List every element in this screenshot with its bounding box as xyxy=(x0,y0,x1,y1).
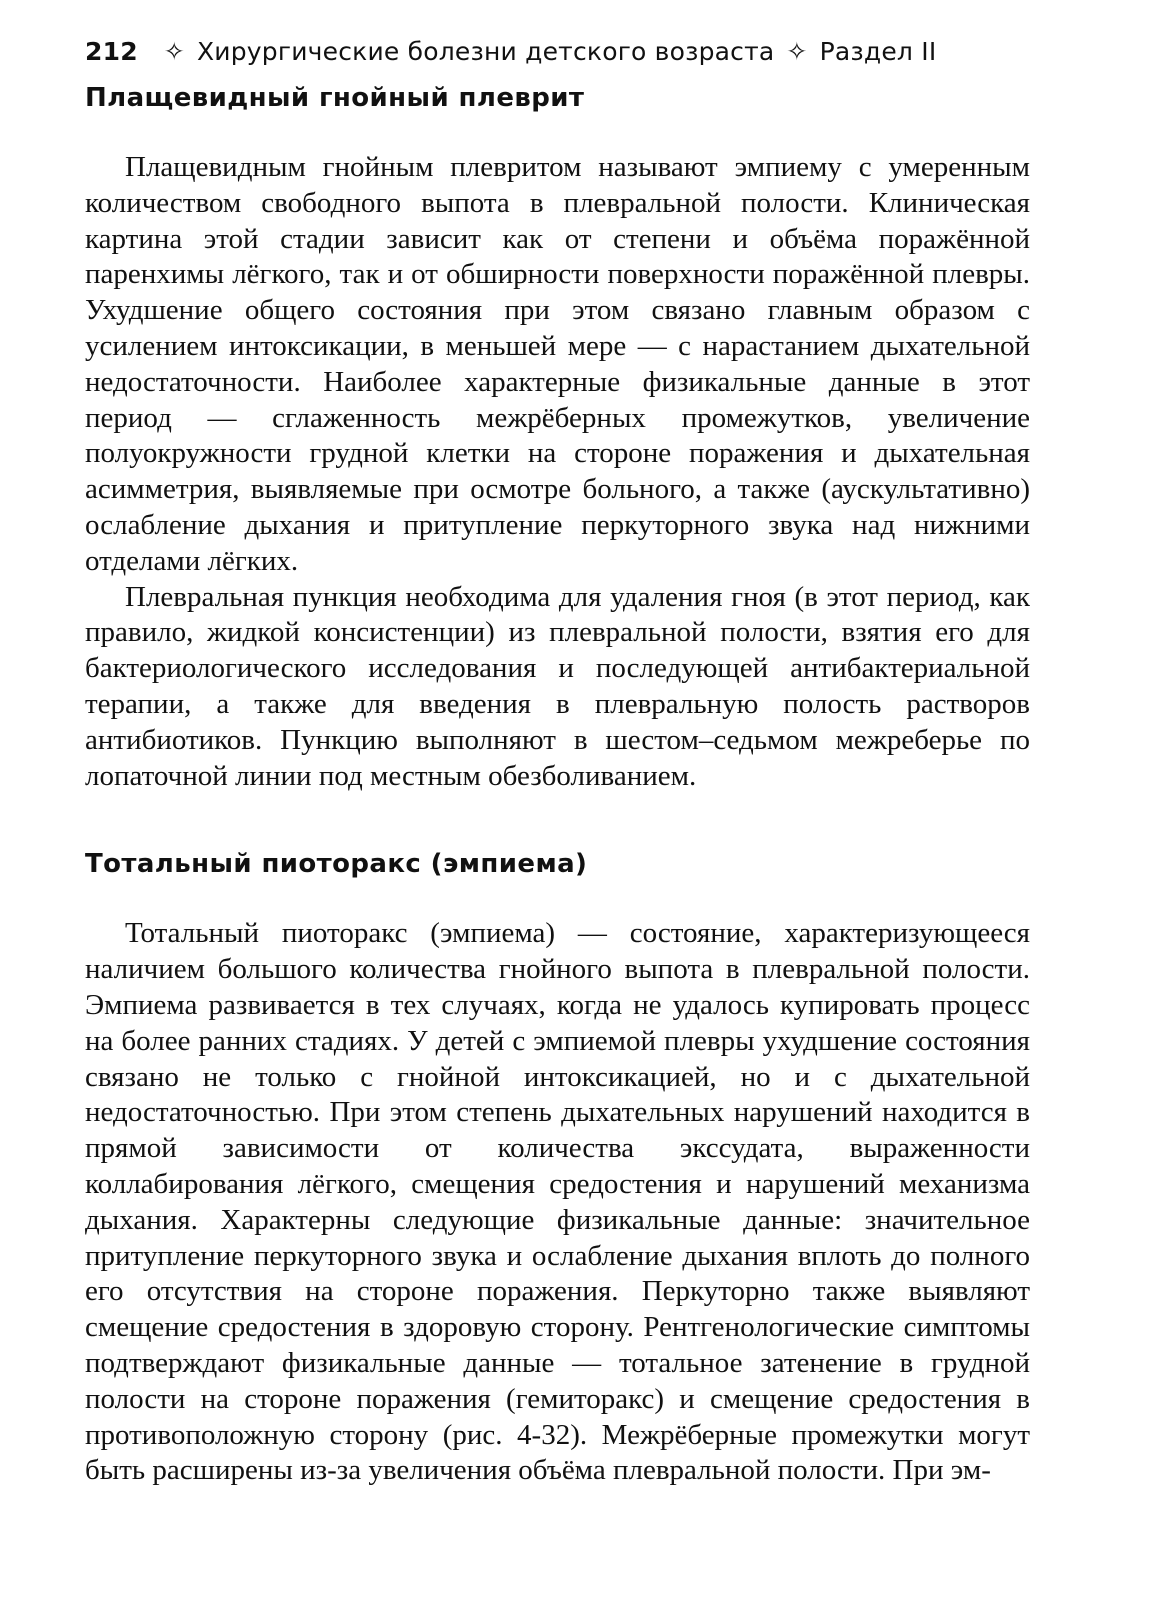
page-number: 212 xyxy=(85,37,138,66)
paragraph: Плащевидным гнойным плевритом называют эмпиему с умеренным количеством свободного выпота в плевральной полости. Клиническая картина этой стадии зависит как от степени и объёма поражённой паренхимы лёгкого, так и от обширности поверхности поражённой плевры. Ухудшение общего состояния при этом связано главным образом с усилением интоксикации, в меньшей мере — с нарастанием дыхательной недостаточности. Наиболее характерные физикальные данные в этот период — сглаженность межрёберных промежутков, увеличение полуокружности грудной клетки на стороне поражения и дыхательная асимметрия, выявляемые при осмотре больного, а также (аускультативно) ослабление дыхания и притупление перкуторного звука над нижними отделами лёгких. xyxy=(85,151,1030,577)
book-title: Хирургические болезни детского возраста xyxy=(196,37,775,66)
section-label: Раздел II xyxy=(819,37,937,66)
section-heading-piotoraks: Тотальный пиоторакс (эмпиема) xyxy=(85,849,588,880)
diamond-separator-icon: ✧ xyxy=(786,37,808,66)
paragraph: Плевральная пункция необходима для удаления гноя (в этот период, как правило, жидкой консистенции) из плевральной полости, взятия его для бактериологического исследования и последующей антибактериальной терапии, а также для введения в плевральную полость растворов антибиотиков. Пункцию выполняют в шестом–седьмом межреберье по лопаточной линии под местным обезболиванием. xyxy=(85,580,1030,792)
diamond-separator-icon: ✧ xyxy=(163,37,185,66)
running-head xyxy=(85,30,1030,74)
paragraph: Тотальный пиоторакс (эмпиема) — состояние, характеризующееся наличием большого количества гнойного выпота в плевральной полости. Эмпиема развивается в тех случаях, когда не удалось купировать процесс на более ранних стадиях. У детей с эмпиемой плевры ухудшение состояния связано не только с гнойной интоксикацией, но и с дыхательной недостаточностью. При этом степень дыхательных нарушений находится в прямой зависимости от количества экссудата, выраженности коллабирования лёгкого, смещения средостения и нарушений механизма дыхания. Характерны следующие физикальные данные: значительное притупление перкуторного звука и ослабление дыхания вплоть до полного его отсутствия на стороне поражения. Перкуторно также выявляют смещение средостения в здоровую сторону. Рентгенологические симптомы подтверждают физикальные данные — тотальное затенение в грудной полости на стороне поражения (гемиторакс) и смещение средостения в противоположную сторону (рис. 4-32). Межрёберные промежутки могут быть расширены из-за увеличения объёма плевральной полости. При эм- xyxy=(85,917,1030,1487)
section-heading-plashchevidny: Плащевидный гнойный плеврит xyxy=(85,83,585,113)
book-page xyxy=(85,30,1030,1489)
